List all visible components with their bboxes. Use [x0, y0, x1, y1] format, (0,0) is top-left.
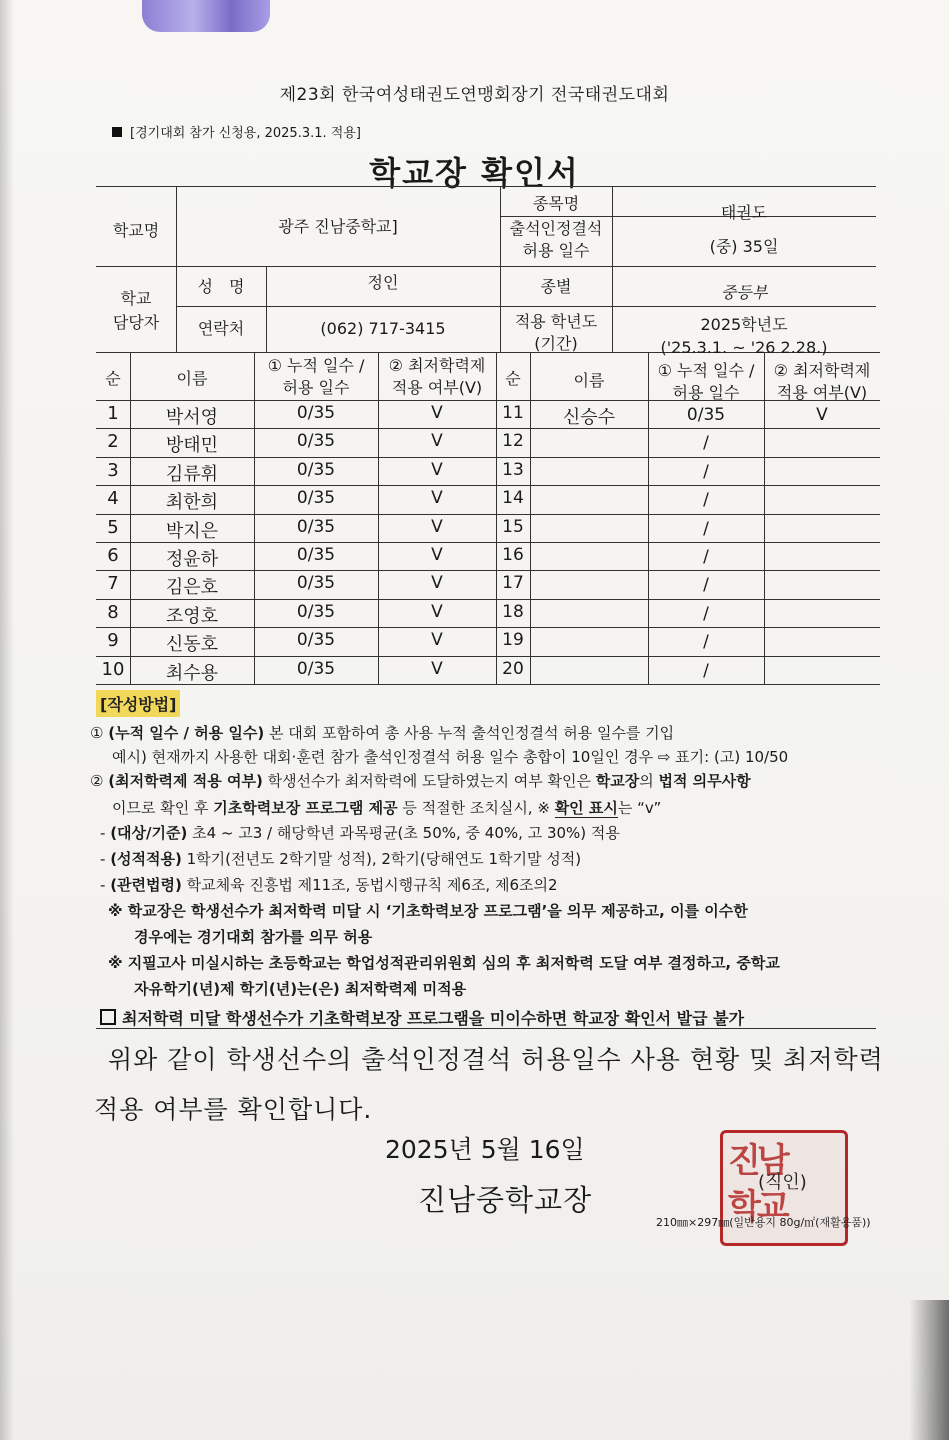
instruction-line: - (관련법령) 학교체육 진흥법 제11조, 동법시행규칙 제6조, 제6조의2 — [100, 876, 558, 894]
row-number: 9 — [107, 630, 119, 652]
row-number: 20 — [502, 658, 524, 679]
page-shadow — [0, 0, 14, 1440]
instruction-bold: (성적적용) — [110, 850, 182, 868]
instruction-text: 이므로 확인 후 — [112, 799, 214, 817]
sub-note-text: [경기대회 참가 신청용, 2025.3.1. 적용] — [130, 126, 361, 141]
column-header-check: ② 최저학력제 — [773, 361, 871, 380]
absence-days: / — [703, 518, 709, 539]
absence-days: / — [703, 490, 709, 511]
column-header-check: 적용 여부(V) — [391, 378, 483, 397]
absence-days: 0/35 — [296, 630, 336, 651]
row-number: 14 — [502, 488, 524, 509]
instruction-bold: 학교장 — [595, 772, 640, 790]
row-number: 11 — [502, 403, 524, 423]
divider — [96, 1028, 876, 1029]
athlete-name: 김류휘 — [165, 463, 219, 485]
issue-date: 2025년 5월 16일 — [385, 1135, 585, 1164]
year-period: ('25.3.1. ~ '26 2.28.) — [660, 338, 828, 357]
instruction-bold: 확인 표시 — [554, 799, 618, 817]
year-label: 적용 학년도 — [514, 312, 598, 331]
checkbox-icon — [100, 1009, 116, 1025]
class-value: 중등부 — [720, 283, 768, 302]
athlete-name: 박지은 — [165, 520, 219, 542]
athlete-name: 김은호 — [165, 577, 219, 599]
row-number: 19 — [502, 630, 524, 651]
instruction-text: 초4 ~ 고3 / 해당학년 과목평균(초 50%, 중 40%, 고 30%) 적용 — [187, 824, 620, 842]
absence-days: / — [703, 632, 709, 653]
check-mark: V — [431, 459, 443, 480]
absence-days: 0/35 — [296, 573, 336, 594]
absence-days: 0/35 — [296, 431, 336, 452]
check-mark: V — [431, 403, 443, 423]
instruction-bold: (대상/기준) — [110, 824, 188, 842]
instruction-text: 학교체육 진흥법 제11조, 동법시행규칙 제6조, 제6조의2 — [181, 876, 558, 894]
absence-days: 0/35 — [296, 488, 336, 509]
column-header-days: 허용 일수 — [672, 383, 740, 402]
instruction-line — [90, 770, 751, 791]
instruction-bold: 학교장 확인서 발급 불가 — [572, 1009, 745, 1028]
table-border — [176, 306, 876, 307]
contact-label: 연락처 — [197, 319, 245, 338]
row-number: 18 — [502, 601, 524, 622]
athlete-name: 신승수 — [562, 407, 616, 428]
event-value: 태권도 — [720, 203, 768, 222]
instruction-line: ※ 학교장은 학생선수가 최저학력 미달 시 ‘기초학력보장 프로그램’을 의무 제공하고, 이를 이수한 — [108, 902, 748, 920]
check-mark: V — [431, 516, 443, 537]
page-title: 학교장 확인서 — [369, 154, 580, 192]
contact-value: (062) 717-3415 — [320, 319, 446, 338]
instruction-bold: (관련법령) — [110, 876, 182, 894]
athlete-name: 박서영 — [165, 407, 219, 428]
column-header-no: 순 — [105, 369, 121, 388]
row-number: 16 — [502, 545, 524, 565]
row-number: 5 — [107, 516, 119, 538]
instruction-text: 는 “v” — [617, 799, 662, 817]
check-mark: V — [816, 405, 828, 425]
instruction-text: 학생선수가 최저학력에 도달하였는지 여부 확인은 — [262, 772, 596, 790]
instruction-line: 예시) 현재까지 사용한 대회·훈련 참가 출석인정결석 허용 일수 총합이 10일인 경우 ⇨ 표기: (고) 10/50 — [112, 748, 789, 766]
stamp-label: (직인) — [758, 1172, 807, 1193]
row-number: 1 — [107, 403, 119, 424]
column-header-check: 적용 여부(V) — [776, 383, 868, 402]
instruction-line: - (성적적용) 1학기(전년도 2학기말 성적), 2학기(당해연도 1학기말 성적) — [100, 850, 582, 868]
athlete-name: 최수용 — [165, 662, 219, 684]
table-border — [96, 186, 876, 187]
decorative-object — [142, 0, 270, 32]
absence-days: 0/35 — [686, 405, 726, 425]
row-number: 10 — [101, 658, 125, 680]
check-mark: V — [431, 630, 443, 651]
manager-label: 담당자 — [112, 313, 160, 332]
row-number: 2 — [107, 431, 119, 453]
absence-days: 0/35 — [296, 601, 336, 622]
row-number: 8 — [107, 601, 119, 623]
instruction-line: ※ 지필고사 미실시하는 초등학교는 학업성적관리위원회 심의 후 최저학력 도달 여부 결정하고, 중학교 — [108, 954, 780, 972]
row-number: 4 — [107, 488, 119, 510]
table-border — [530, 352, 531, 684]
absence-label: 출석인정결석 — [509, 219, 603, 238]
column-header-days: 허용 일수 — [282, 378, 350, 397]
absence-days: 0/35 — [296, 658, 336, 679]
check-mark: V — [431, 601, 443, 622]
instruction-line: 경우에는 경기대회 참가를 의무 허용 — [134, 928, 373, 946]
absence-days: 0/35 — [296, 459, 336, 480]
column-header-days: ① 누적 일수 / — [657, 361, 755, 380]
absence-days: / — [703, 660, 709, 681]
absence-days: / — [703, 433, 709, 454]
absence-days: 0/35 — [296, 403, 336, 423]
seal-mark: 진남 학교 — [728, 1141, 786, 1227]
page-shadow — [909, 1300, 949, 1440]
absence-days: 0/35 — [296, 516, 336, 537]
column-header-name: 이름 — [176, 369, 208, 388]
instruction-bold: (최저학력제 적용 여부) — [108, 772, 263, 790]
absence-days: 0/35 — [296, 545, 336, 565]
absence-value: (중) 35일 — [709, 237, 779, 256]
class-label: 종별 — [540, 277, 572, 296]
athlete-name: 최한희 — [165, 492, 219, 514]
instruction-bold: 기초학력보장 프로그램 제공 — [213, 799, 398, 817]
check-mark: V — [431, 573, 443, 594]
column-header-name: 이름 — [573, 371, 605, 390]
check-mark: V — [431, 545, 443, 565]
school-name-label: 학교명 — [112, 221, 160, 240]
absence-days: / — [703, 547, 709, 567]
principal-name: 진남중학교장 — [418, 1183, 593, 1217]
warning-line — [100, 1006, 744, 1029]
column-header-days: ① 누적 일수 / — [267, 356, 365, 375]
row-number: 7 — [107, 573, 119, 595]
row-number: 13 — [502, 459, 524, 480]
absence-days: / — [703, 603, 709, 624]
manager-name-value: 정인 — [367, 273, 399, 292]
row-number: 17 — [502, 573, 524, 594]
column-header-no: 순 — [505, 369, 521, 388]
row-number: 6 — [107, 545, 119, 566]
athlete-name: 정윤하 — [165, 549, 219, 570]
circle-number: ② — [90, 772, 104, 790]
statement-line: 적용 여부를 확인합니다. — [94, 1095, 373, 1124]
absence-days: / — [703, 461, 709, 482]
instruction-line — [90, 722, 674, 743]
table-border — [96, 266, 876, 267]
row-number: 15 — [502, 516, 524, 537]
instruction-text: 등 적절한 조치실시, ※ — [397, 799, 555, 817]
check-mark: V — [431, 488, 443, 509]
name-label: 성 명 — [197, 277, 245, 296]
sub-note — [112, 122, 361, 141]
absence-label: 허용 일수 — [522, 241, 590, 260]
circle-number: ① — [90, 724, 104, 742]
year-value: 2025학년도 — [700, 315, 788, 334]
column-header-check: ② 최저학력제 — [388, 356, 486, 375]
instruction-line: 자유학기(년)제 학기(년)는(은) 최저학력제 미적용 — [134, 980, 467, 998]
check-mark: V — [431, 658, 443, 679]
row-number: 12 — [502, 431, 524, 452]
absence-days: / — [703, 575, 709, 596]
paper-spec-note: 210㎜×297㎜(일반용지 80g/㎡(재활용품)) — [656, 1216, 871, 1229]
school-name-value: 광주 진남중학교] — [278, 217, 398, 236]
row-number: 3 — [107, 459, 119, 481]
instruction-text: 의 — [639, 772, 659, 790]
manager-label: 학교 — [120, 289, 152, 308]
square-bullet-icon — [112, 127, 122, 137]
instruction-line — [112, 797, 661, 818]
event-title: 제23회 한국여성태권도연맹회장기 전국태권도대회 — [279, 85, 670, 105]
athlete-name: 조영호 — [165, 605, 219, 627]
instruction-line: - (대상/기준) 초4 ~ 고3 / 해당학년 과목평균(초 50%, 중 40%, 고 30%) 적용 — [100, 824, 620, 842]
instruction-text: 최저학력 미달 학생선수가 기초학력보장 프로그램을 미이수하면 — [122, 1009, 573, 1028]
instruction-bold: 법적 의무사항 — [658, 772, 751, 790]
method-label: [작성방법] — [96, 690, 180, 717]
instruction-text: 본 대회 포함하여 총 사용 누적 출석인정결석 허용 일수를 기입 — [264, 724, 675, 742]
athlete-name: 신동호 — [165, 634, 219, 656]
instruction-text: 1학기(전년도 2학기말 성적), 2학기(당해연도 1학기말 성적) — [181, 850, 582, 868]
athlete-name: 방태민 — [165, 435, 219, 457]
statement-line: 위와 같이 학생선수의 출석인정결석 허용일수 사용 현황 및 최저학력 — [108, 1045, 884, 1074]
event-label: 종목명 — [532, 194, 580, 213]
check-mark: V — [431, 431, 443, 452]
year-label: (기간) — [534, 334, 578, 353]
instruction-bold: (누적 일수 / 허용 일수) — [108, 724, 265, 742]
